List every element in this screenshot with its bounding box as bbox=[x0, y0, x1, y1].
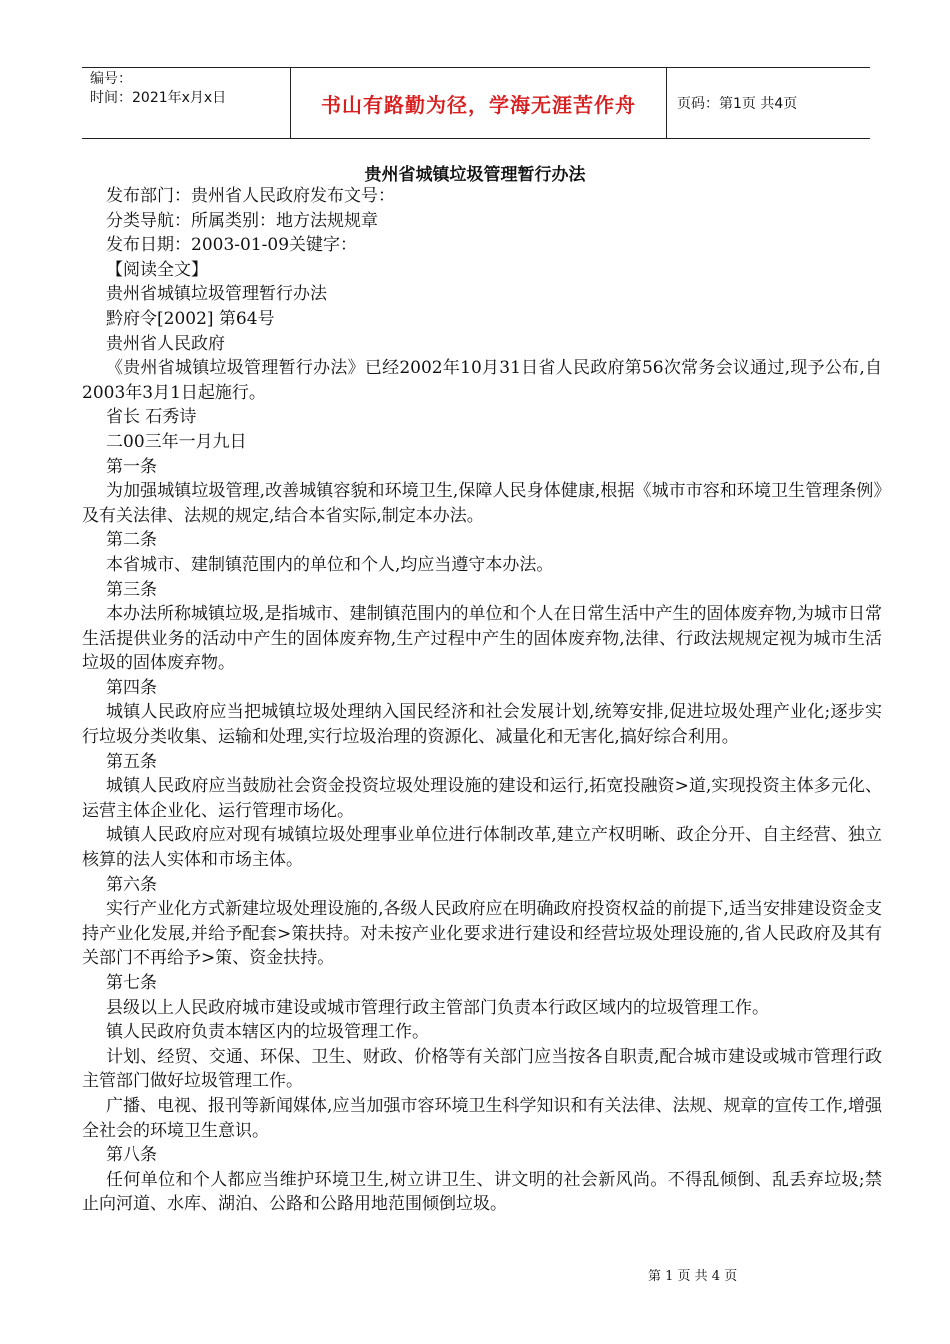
article-paragraph: 城镇人民政府应当把城镇垃圾处理纳入国民经济和社会发展计划,统筹安排,促进垃圾处理产业化;逐步实行垃圾分类收集、运输和处理,实行垃圾治理的资源化、减量化和无害化,搞好综合利用。 bbox=[82, 702, 882, 748]
article-paragraph: 为加强城镇垃圾管理,改善城镇容貌和环境卫生,保障人民身体健康,根据《城市市容和环境卫生管理条例》及有关法律、法规的规定,结合本省实际,制定本办法。 bbox=[82, 481, 882, 526]
article-paragraph: 县级以上人民政府城市建设或城市管理行政主管部门负责本行政区域内的垃圾管理工作。 bbox=[106, 997, 769, 1018]
document-body bbox=[82, 184, 882, 1217]
article-paragraph: 广播、电视、报刊等新闻媒体,应当加强市容环境卫生科学知识和有关法律、法规、规章的宣传工作,增强全社会的环境卫生意识。 bbox=[82, 1095, 882, 1141]
article-paragraph: 城镇人民政府应当鼓励社会资金投资垃圾处理设施的建设和运行,拓宽投融资>道,实现投资主体多元化、运营主体企业化、运行管理市场化。 bbox=[82, 776, 882, 821]
article-heading: 第六条 bbox=[106, 874, 157, 895]
article-paragraph: 计划、经贸、交通、环保、卫生、财政、价格等有关部门应当按各自职责,配合城市建设或城市管理行政主管部门做好垃圾管理工作。 bbox=[82, 1046, 882, 1092]
signer: 省长 石秀诗 bbox=[106, 407, 197, 428]
issue-date: 二00三年一月九日 bbox=[106, 431, 247, 452]
meta-line: 贵州省城镇垃圾管理暂行办法 bbox=[106, 284, 327, 305]
article-heading: 第八条 bbox=[106, 1145, 157, 1166]
article-heading: 第一条 bbox=[106, 456, 157, 477]
article-heading: 第七条 bbox=[106, 973, 157, 993]
number-label: 编号： bbox=[90, 71, 132, 87]
read-full-text-link[interactable]: 【阅读全文】 bbox=[106, 259, 208, 280]
decree-number: 黔府令[2002] 第64号 bbox=[106, 308, 275, 329]
meta-line: 发布日期：2003-01-09关键字： bbox=[106, 235, 358, 256]
document-title: 贵州省城镇垃圾管理暂行办法 bbox=[364, 165, 586, 185]
issuer: 贵州省人民政府 bbox=[106, 333, 225, 354]
article-paragraph: 任何单位和个人都应当维护环境卫生,树立讲卫生、讲文明的社会新风尚。不得乱倾倒、乱丢弃垃圾;禁止向河道、水库、湖泊、公路和公路用地范围倾倒垃圾。 bbox=[82, 1169, 882, 1215]
motto: 书山有路勤为径，学海无涯苦作舟 bbox=[321, 92, 636, 117]
article-paragraph: 城镇人民政府应对现有城镇垃圾处理事业单位进行体制改革,建立产权明晰、政企分开、自主经营、独立核算的法人实体和市场主体。 bbox=[82, 825, 882, 871]
article-heading: 第四条 bbox=[106, 677, 157, 698]
meta-line: 发布部门：贵州省人民政府发布文号： bbox=[106, 186, 395, 206]
article-paragraph: 本办法所称城镇垃圾,是指城市、建制镇范围内的单位和个人在日常生活中产生的固体废弃物,为城市日常生活提供业务的活动中产生的固体废弃物,生产过程中产生的固体废弃物,法律、行政法规规定视为城市生活垃圾的固体废弃物。 bbox=[82, 604, 882, 674]
meta-line: 分类导航：所属类别：地方法规规章 bbox=[106, 210, 378, 231]
header-motto-cell bbox=[291, 68, 667, 138]
article-paragraph: 实行产业化方式新建垃圾处理设施的,各级人民政府应在明确政府投资权益的前提下,适当安排建设资金支持产业化发展,并给予配套>策扶持。对未按产业化要求进行建设和经营垃圾处理设施的,省人民政府及其有关部门不再给予>策、资金扶持。 bbox=[82, 899, 882, 969]
article-heading: 第二条 bbox=[106, 530, 157, 551]
intro-paragraph: 《贵州省城镇垃圾管理暂行办法》已经2002年10月31日省人民政府第56次常务会议通过,现予公布,自2003年3月1日起施行。 bbox=[82, 358, 882, 403]
article-paragraph: 镇人民政府负责本辖区内的垃圾管理工作。 bbox=[106, 1022, 429, 1043]
time-label: 时间：2021年x月x日 bbox=[90, 90, 227, 106]
header-meta bbox=[82, 68, 291, 138]
article-paragraph: 本省城市、建制镇范围内的单位和个人,均应当遵守本办法。 bbox=[106, 554, 554, 575]
article-heading: 第三条 bbox=[106, 579, 157, 600]
page-label: 页码：第1页 共4页 bbox=[677, 96, 798, 112]
header-page-cell bbox=[667, 68, 870, 138]
page-footer: 第 1 页 共 4 页 bbox=[648, 1269, 738, 1284]
article-heading: 第五条 bbox=[106, 751, 157, 772]
document-header bbox=[82, 67, 870, 139]
